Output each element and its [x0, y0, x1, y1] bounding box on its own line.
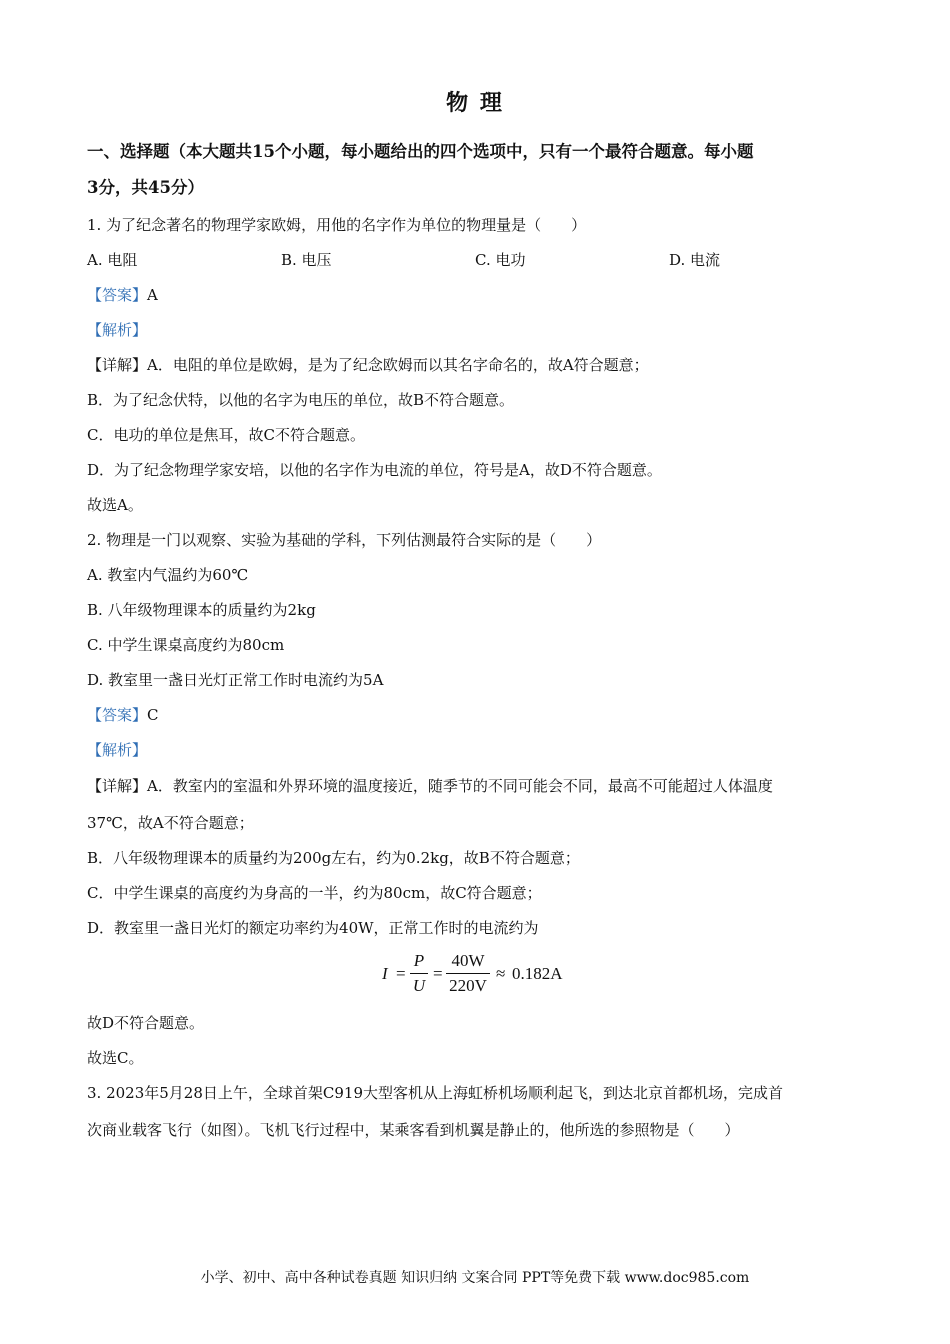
detail-text: A．电阻的单位是欧姆，是为了纪念欧姆而以其名字命名的，故A符合题意；: [147, 356, 649, 374]
analysis-tag: 【解析】: [87, 741, 148, 759]
q1-stem: 1. 为了纪念著名的物理学家欧姆，用他的名字作为单位的物理量是（ ）: [87, 216, 587, 234]
answer-value: C: [147, 706, 159, 724]
fraction-p-over-u: [410, 950, 428, 997]
q2-detail-c: C．中学生课桌的高度约为身高的一半，约为80cm，故C符合题意；: [87, 884, 542, 902]
q2-option-a: A. 教室内气温约为60℃: [87, 566, 249, 584]
page-title: 物 理: [446, 90, 504, 116]
formula-equals-2: =: [433, 964, 443, 983]
fraction-bar: [410, 973, 428, 974]
section-heading-line1: 一、选择题（本大题共15个小题，每小题给出的四个选项中，只有一个最符合题意。每小题: [87, 142, 754, 161]
answer-value: A: [147, 286, 158, 304]
analysis-tag: 【解析】: [87, 321, 148, 339]
formula-lhs: I: [382, 964, 388, 983]
q2-detail-a: [87, 776, 773, 796]
q2-detail-d-conclusion: 故D不符合题意。: [87, 1014, 205, 1032]
q1-analysis: [87, 320, 147, 340]
detail-tag: 【详解】: [87, 356, 148, 374]
page-footer: 小学、初中、高中各种试卷真题 知识归纳 文案合同 PPT等免费下载 www.doc985.com: [200, 1270, 750, 1286]
fraction-bar: [446, 973, 490, 974]
q2-detail-d: D．教室里一盏日光灯的额定功率约为40W，正常工作时的电流约为: [87, 919, 539, 937]
fraction-numerator: 40W: [451, 951, 485, 970]
q1-answer: [87, 285, 158, 305]
q2-analysis: [87, 740, 147, 760]
q1-detail-b: B．为了纪念伏特，以他的名字为电压的单位，故B不符合题意。: [87, 391, 515, 409]
q1-detail-a: [87, 355, 649, 375]
formula-approx: ≈: [496, 964, 506, 983]
detail-text: A．教室内的室温和外界环境的温度接近，随季节的不同可能会不同，最高不可能超过人体温度: [147, 777, 773, 795]
q2-detail-a-cont: 37℃，故A不符合题意；: [87, 814, 254, 832]
q2-detail-b: B．八年级物理课本的质量约为200g左右，约为0.2kg，故B不符合题意；: [87, 849, 580, 867]
fraction-numerator: P: [413, 951, 425, 970]
q3-stem-line2: 次商业载客飞行（如图）。飞机飞行过程中，某乘客看到机翼是静止的，他所选的参照物是（ ）: [87, 1121, 740, 1139]
q1-option-d: D. 电流: [669, 251, 721, 269]
fraction-values: [446, 950, 490, 997]
q1-conclusion: 故选A。: [87, 496, 143, 514]
q3-stem-line1: 3. 2023年5月28日上午，全球首架C919大型客机从上海虹桥机场顺利起飞，到达北京首都机场，完成首: [87, 1084, 783, 1102]
q1-option-c: C. 电功: [475, 251, 526, 269]
answer-tag: 【答案】: [87, 706, 148, 724]
current-formula: [380, 950, 580, 1006]
q2-option-d: D. 教室里一盏日光灯正常工作时电流约为5A: [87, 671, 384, 689]
q2-stem: 2. 物理是一门以观察、实验为基础的学科，下列估测最符合实际的是（ ）: [87, 531, 602, 549]
q1-option-b: B. 电压: [281, 251, 332, 269]
answer-tag: 【答案】: [87, 286, 148, 304]
fraction-denominator: 220V: [449, 976, 487, 995]
detail-tag: 【详解】: [87, 777, 148, 795]
q1-detail-d: D．为了纪念物理学家安培，以他的名字作为电流的单位，符号是A，故D不符合题意。: [87, 461, 662, 479]
q2-option-c: C. 中学生课桌高度约为80cm: [87, 636, 285, 654]
formula-equals-1: =: [396, 964, 406, 983]
q2-conclusion: 故选C。: [87, 1049, 144, 1067]
formula-result: 0.182A: [512, 964, 563, 983]
section-heading-line2: 3分，共45分）: [87, 178, 204, 197]
q1-detail-c: C．电功的单位是焦耳，故C不符合题意。: [87, 426, 365, 444]
q2-answer: [87, 705, 159, 725]
q1-option-a: A. 电阻: [87, 251, 138, 269]
fraction-denominator: U: [412, 976, 426, 995]
q2-option-b: B. 八年级物理课本的质量约为2kg: [87, 601, 316, 619]
